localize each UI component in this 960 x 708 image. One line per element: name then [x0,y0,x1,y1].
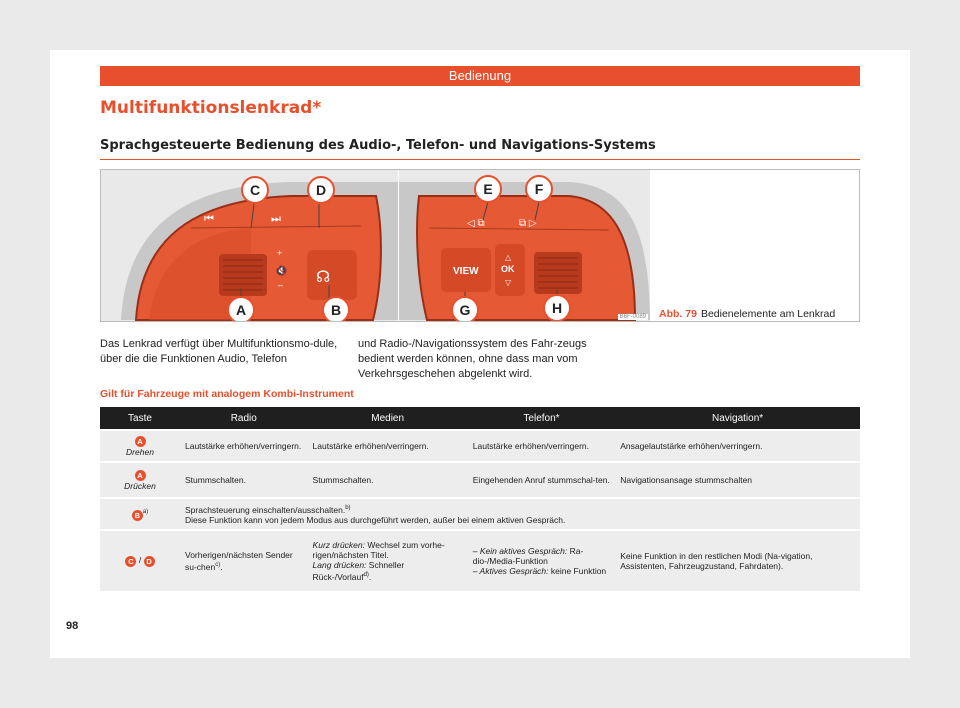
svg-text:F: F [534,181,544,197]
telefon-label1: – Kein aktives Gespräch: [472,546,568,556]
footnote-mark: c) [215,562,221,569]
steering-wheel-right-panel [399,170,650,321]
cell-medien: Lautstärke erhöhen/verringern. [308,431,468,461]
next-icon: ⏭ [271,213,281,225]
table-row [100,431,860,461]
svg-text:B: B [330,302,342,318]
voice-icon: ☊ [316,269,331,286]
key-cell [100,431,180,461]
col-medien: Medien [308,407,468,429]
function-table [100,405,860,593]
svg-text:H: H [551,300,563,316]
telefon-text1: Ra-dio-/Media-Funktion [472,546,584,566]
cell-telefon: Eingehenden Anruf stummschal-ten. [468,463,615,497]
steering-wheel-left-panel [101,170,398,321]
cell-radio: Stummschalten. [180,463,308,497]
cell-nav: Navigationsansage stummschalten [615,463,860,497]
page-title: Multifunktionslenkrad* [100,98,322,118]
right-control-illustration [399,170,650,321]
col-navigation: Navigation* [615,407,860,429]
caption-text: Bedienelemente am Lenkrad [700,308,836,320]
medien-label1: Kurz drücken: [312,540,365,551]
table-header-row [100,407,860,429]
medien-label2: Lang drücken: [312,560,367,571]
footnote-mark: d) [363,572,369,579]
svg-text:△: △ [505,253,512,262]
svg-text:C: C [249,182,261,198]
document-page [50,50,910,658]
key-action: Drehen [126,446,154,457]
footnote-mark: b) [345,505,351,512]
key-badge: D [144,556,155,567]
svg-text:OK: OK [501,264,515,274]
cell-nav: Keine Funktion in den restlichen Modi (Na-vigation, Assistenten, Fahrzeugzustand, Fahrdaten). [615,531,860,591]
svg-text:▽: ▽ [505,278,512,287]
cell-medien: Kurz drücken: Wechsel zum vorhe-rigen/nächsten Titel. Lang drücken: Schneller Rück-/Vorlauf$^{d)}$. [308,531,468,591]
figure-caption [659,308,835,320]
medien-text2: Schneller Rück-/Vorlauf [312,560,405,582]
key-separator: / [138,555,142,566]
key-cell [100,531,180,591]
medien-text1: Wechsel zum vorhe-rigen/nächsten Titel. [312,540,445,561]
svg-text:A: A [235,302,247,318]
caption-label: Abb. 79 [659,308,697,320]
page-number: 98 [66,620,79,632]
cell-medien: Stummschalten. [308,463,468,497]
svg-text:+: + [277,248,283,258]
section-header: Bedienung [100,66,860,86]
svg-text:–: – [278,280,284,290]
key-action: Drücken [124,480,156,491]
intro-text-col2: und Radio-/Navigationssystem des Fahr-zeugs bedient werden können, ohne dass man vom Verkehrsgeschehen abgelenkt wird. [358,338,587,380]
svg-text:G: G [459,302,471,318]
key-cell [100,463,180,497]
col-radio: Radio [180,407,308,429]
cell-telefon [468,531,615,591]
right-arrow-icon: ⧉ ▷ [519,218,537,229]
key-badge: A [135,436,146,447]
cell-nav: Ansagelautstärke erhöhen/verringern. [615,431,860,461]
svg-text:VIEW: VIEW [453,266,479,277]
prev-icon: ⏮ [204,213,214,225]
cell-voice-control [180,499,860,529]
key-badge: C [125,556,136,567]
figure-ref: B6F-0089 [619,314,646,320]
left-arrow-icon: ◁ ⧉ [467,218,485,229]
applicability-note: Gilt für Fahrzeuge mit analogem Kombi-Instrument [100,388,354,400]
table-row [100,463,860,497]
cell-radio: Vorherigen/nächsten Sender su-chen$^{c)}$. [180,531,308,591]
svg-text:E: E [483,181,493,197]
key-badge: B [132,510,143,521]
voice-line2: Diese Funktion kann von jedem Modus aus durchgeführt werden, außer bei einem aktiven Gespräch. [185,514,566,525]
col-telefon: Telefon* [468,407,615,429]
section-subtitle: Sprachgesteuerte Bedienung des Audio-, Telefon- und Navigations-Systems [100,138,860,160]
key-badge: A [135,470,146,481]
footnote-mark: a) [142,509,149,516]
cell-radio: Lautstärke erhöhen/verringern. [180,431,308,461]
mute-icon: 🔇 [275,266,288,277]
col-taste: Taste [100,407,180,429]
figure [100,169,860,322]
table-row [100,499,860,529]
svg-text:D: D [315,182,327,198]
voice-line1: Sprachsteuerung einschalten/ausschalten. [185,504,346,515]
cell-telefon: Lautstärke erhöhen/verringern. [468,431,615,461]
key-cell [100,499,180,529]
telefon-text2: keine Funktion [548,566,607,576]
intro-text-col1: Das Lenkrad verfügt über Multifunktionsmo-dule, über die die Funktionen Audio, Telefon [100,338,338,365]
left-control-illustration [101,170,398,321]
telefon-label2: – Aktives Gespräch: [472,566,549,576]
radio-text: Vorherigen/nächsten Sender su-chen [185,550,293,572]
table-row [100,531,860,591]
